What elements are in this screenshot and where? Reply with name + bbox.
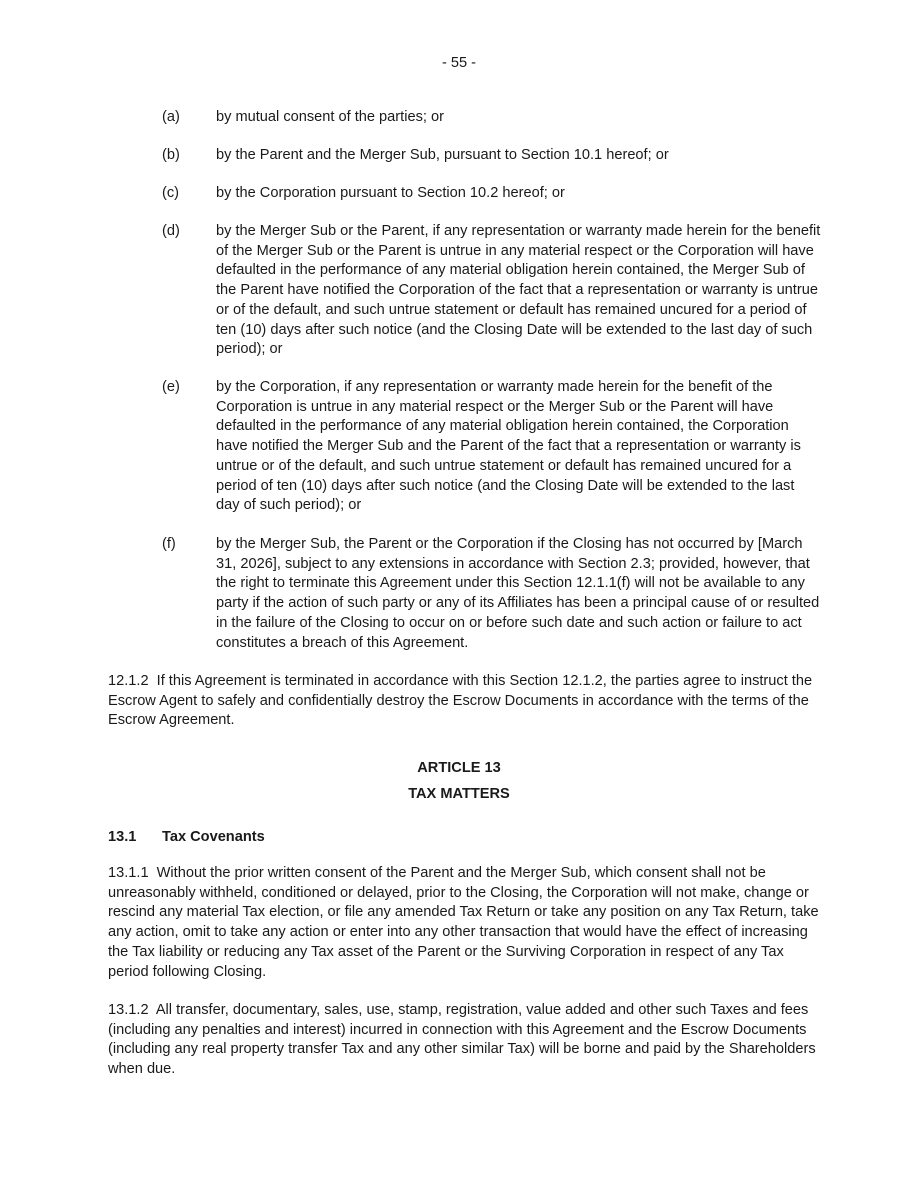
section-heading-13-1 <box>108 828 265 848</box>
paragraph-13-1-1 <box>108 864 820 982</box>
paragraph-number: 13.1.2 <box>108 1002 149 1018</box>
paragraph-text: All transfer, documentary, sales, use, stamp, registration, value added and other such Taxes and fees (including any penalties and interest) incurred in connection with this Agreement and the Escrow Documents (including any real property transfer Tax and any other similar Tax) will be borne and paid by the Shareholders when due. <box>108 1002 816 1078</box>
section-title: Tax Covenants <box>162 829 265 845</box>
paragraph-13-1-2 <box>108 1001 820 1080</box>
article-number: ARTICLE 13 <box>417 760 501 776</box>
clause-label: (d) <box>162 223 180 239</box>
clause-text: by mutual consent of the parties; or <box>216 109 444 125</box>
clause-text: by the Corporation pursuant to Section 10.2 hereof; or <box>216 185 565 201</box>
clause-text: by the Corporation, if any representation or warranty made herein for the benefit of the Corporation is untrue in any material respect or the Merger Sub or the Parent will have defaulted in the performance of any material obligation herein contained, the Corporation have notified the Merger Sub and the Parent of the fact that a representation or warranty is untrue or of the default, and such untrue statement or default has remained uncured for a period of ten (10) days after such notice (and the Closing Date will be extended to the last day of such period); or <box>216 379 801 514</box>
paragraph-text: Without the prior written consent of the Parent and the Merger Sub, which consent shall not be unreasonably withheld, conditioned or delayed, prior to the Closing, the Corporation will not make, change or rescind any material Tax election, or file any amended Tax Return or take any position on any Tax Return, take any action, omit to take any action or enter into any other transaction that would have the effect of increasing the Tax liability or reducing any Tax asset of the Parent or the Surviving Corporation in respect of any Tax period following Closing. <box>108 865 819 980</box>
clause-text: by the Parent and the Merger Sub, pursuant to Section 10.1 hereof; or <box>216 147 669 163</box>
paragraph-number: 12.1.2 <box>108 673 149 689</box>
paragraph-text: If this Agreement is terminated in accordance with this Section 12.1.2, the parties agree to instruct the Escrow Agent to safely and confidentially destroy the Escrow Documents in accordance with the terms of the Escrow Agreement. <box>108 673 813 729</box>
paragraph-number: 13.1.1 <box>108 865 149 881</box>
article-title: TAX MATTERS <box>408 786 510 802</box>
clause-text: by the Merger Sub, the Parent or the Corporation if the Closing has not occurred by [March 31, 2026], subject to any extensions in accordance with Section 2.3; provided, however, that the right to terminate this Agreement under this Section 12.1.1(f) will not be available to any party if the action of such party or any of its Affiliates has been a principal cause of or resulted in the failure of the Closing to occur on or before such date and such action or failure to act constitutes a breach of this Agreement. <box>216 536 820 651</box>
section-number: 13.1 <box>108 829 137 845</box>
clause-text: by the Merger Sub or the Parent, if any representation or warranty made herein for the benefit of the Merger Sub or the Parent is untrue in any material respect or the Corporation will have defaulted in the performance of any material obligation herein contained, the Merger Sub of the Parent have notified the Corporation of the fact that a representation or warranty is untrue or of the default, and such untrue statement or default has remained uncured for a period of ten (10) days after such notice (and the Closing Date will be extended to the last day of such period); or <box>216 223 821 358</box>
clause-label: (a) <box>162 109 180 125</box>
clause-label: (f) <box>162 536 176 552</box>
page-number: - 55 - <box>441 55 477 71</box>
clause-label: (c) <box>162 185 180 201</box>
clause-label: (b) <box>162 147 180 163</box>
clause-label: (e) <box>162 379 180 395</box>
paragraph-12-1-2 <box>108 672 820 731</box>
